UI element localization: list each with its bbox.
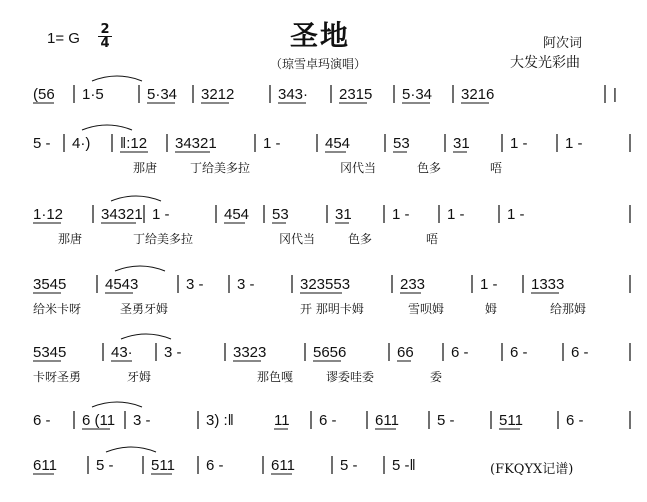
note-group: 4543: [105, 276, 139, 293]
lyric-text: 冈代当: [340, 161, 377, 175]
slur-arc: [121, 334, 171, 339]
transcriber-credit: (FKQYX记谱): [490, 462, 574, 477]
note-group: 1333: [531, 276, 565, 293]
lyric-text: 委: [430, 370, 443, 384]
singer-credit: （琼雪卓玛演唱）: [270, 57, 367, 71]
note-group: 4·): [72, 135, 91, 152]
note-group: 5·34: [147, 86, 178, 103]
note-group: 6 -: [206, 457, 224, 474]
lyric-text: 那色嘎: [257, 370, 294, 384]
note-group: 66: [397, 344, 414, 361]
note-group: 6 (11: [82, 412, 116, 429]
lyric-text: 雪呗姆: [408, 302, 445, 316]
lyric-text: 色多: [417, 161, 442, 175]
lyric-text: 开 那明卡姆: [300, 302, 364, 316]
note-group: 11: [274, 412, 290, 429]
note-group: 3323: [233, 344, 267, 361]
note-group: 5 -‖: [392, 457, 416, 474]
slur-arc: [106, 447, 156, 452]
lyric-text: 谬委哇委: [326, 370, 375, 384]
note-group: 34321: [175, 135, 217, 152]
note-group: 1 -: [392, 206, 410, 223]
meter-top: 2: [100, 22, 110, 37]
lyric-text: 冈代当: [279, 232, 316, 246]
lyric-text: 唔: [490, 161, 503, 175]
lyric-text: 那唐: [58, 232, 83, 246]
note-group: 1·12: [33, 206, 64, 223]
note-group: 233: [400, 276, 426, 293]
note-group: 1 -: [565, 135, 583, 152]
note-group: 34321: [101, 206, 143, 223]
slur-arc: [82, 125, 132, 130]
lyric-text: 丁给美多拉: [190, 161, 251, 175]
note-group: (56: [33, 86, 55, 103]
note-group: 1 -: [263, 135, 281, 152]
note-group: 511: [499, 412, 523, 429]
composer-credit: 大发光彩曲: [510, 55, 580, 71]
note-group: 1 -: [507, 206, 525, 223]
lyric-text: 圣勇牙姆: [120, 302, 169, 316]
note-group: 3 -: [133, 412, 151, 429]
lyric-text: 给米卡呀: [33, 302, 82, 316]
lyric-text: 那唐: [133, 161, 158, 175]
lyric-text: 卡呀圣勇: [33, 370, 82, 384]
note-group: 43·: [111, 344, 133, 361]
note-group: 53: [272, 206, 289, 223]
note-group: 511: [151, 457, 175, 474]
note-group: 1·5: [82, 86, 104, 103]
lyric-text: 牙姆: [127, 370, 152, 384]
note-group: 3 -: [186, 276, 204, 293]
note-group: 6 -: [451, 344, 469, 361]
note-group: 611: [271, 457, 295, 474]
note-group: 1 -: [480, 276, 498, 293]
note-group: 3) :‖: [206, 412, 234, 429]
note-group: 2315: [339, 86, 373, 103]
note-group: 6 -: [566, 412, 584, 429]
note-group: 3 -: [237, 276, 255, 293]
key-signature: 1= G: [47, 30, 80, 47]
slur-arc: [111, 196, 161, 201]
note-group: 5345: [33, 344, 67, 361]
note-group: 1 -: [447, 206, 465, 223]
note-group: 6 -: [319, 412, 337, 429]
note-group: 611: [33, 457, 57, 474]
note-group: 5 -: [340, 457, 358, 474]
slur-arc: [115, 266, 165, 271]
lyricist-credit: 阿次词: [543, 36, 583, 51]
note-group: 5 -: [437, 412, 455, 429]
lyric-text: 唔: [426, 232, 439, 246]
note-group: 5·34: [402, 86, 433, 103]
note-group: 5 -: [33, 135, 51, 152]
note-group: 343·: [278, 86, 309, 103]
lyric-text: 姆: [485, 302, 498, 316]
lyric-text: 给那姆: [550, 302, 587, 316]
note-group: 6 -: [33, 412, 51, 429]
meter-bottom: 4: [100, 36, 110, 51]
lyric-text: 丁给美多拉: [133, 232, 194, 246]
song-title: 圣地: [290, 19, 351, 52]
note-group: 3212: [201, 86, 235, 103]
note-group: 3 -: [164, 344, 182, 361]
note-group: 454: [224, 206, 250, 223]
note-group: 611: [375, 412, 399, 429]
note-group: 1 -: [510, 135, 528, 152]
note-group: 6 -: [510, 344, 528, 361]
note-group: 31: [453, 135, 470, 152]
note-group: 454: [325, 135, 351, 152]
note-group: 6 -: [571, 344, 589, 361]
note-group: |: [613, 86, 617, 103]
note-group: ‖:12: [120, 135, 148, 152]
note-group: 5656: [313, 344, 347, 361]
lyric-text: 色多: [348, 232, 373, 246]
slur-arc: [92, 402, 142, 407]
note-group: 5 -: [96, 457, 114, 474]
slur-arc: [92, 76, 142, 81]
note-group: 3216: [461, 86, 495, 103]
note-group: 3545: [33, 276, 67, 293]
note-group: 53: [393, 135, 410, 152]
note-group: 1 -: [152, 206, 170, 223]
note-group: 31: [335, 206, 352, 223]
note-group: 323553: [300, 276, 351, 293]
